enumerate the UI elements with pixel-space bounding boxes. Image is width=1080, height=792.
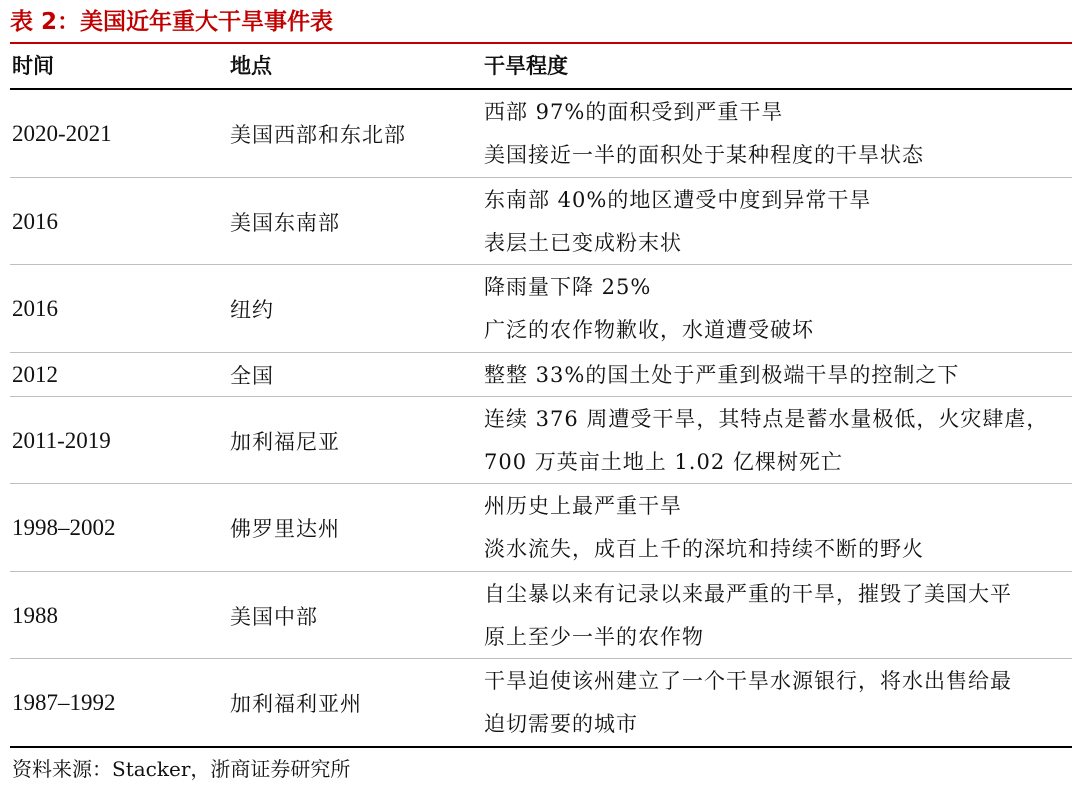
cell-severity bbox=[484, 397, 1072, 484]
cell-place: 加利福利亚州 bbox=[230, 691, 362, 716]
cell-severity bbox=[484, 484, 1072, 572]
cell-place: 纽约 bbox=[230, 298, 274, 322]
cell-year: 1988 bbox=[12, 602, 58, 628]
severity-line: 表层土已变成粉末状 bbox=[484, 230, 682, 255]
severity-line: 淡水流失，成百上千的深坑和持续不断的野火 bbox=[484, 537, 924, 561]
table-title: 表 2：美国近年重大干旱事件表 bbox=[10, 9, 334, 35]
severity-line: 整整 33%的国土处于严重到极端干旱的控制之下 bbox=[484, 362, 960, 387]
cell-place: 美国东南部 bbox=[230, 210, 340, 235]
table-row bbox=[0, 353, 1080, 397]
cell-severity bbox=[484, 178, 1072, 265]
cell-place: 加利福尼亚 bbox=[230, 429, 340, 454]
header-place: 地点 bbox=[230, 54, 272, 78]
cell-severity bbox=[484, 265, 1072, 353]
cell-year: 2011-2019 bbox=[12, 427, 111, 453]
cell-year: 1987–1992 bbox=[12, 689, 116, 715]
severity-line: 700 万英亩土地上 1.02 亿棵树死亡 bbox=[484, 449, 843, 474]
header-time: 时间 bbox=[12, 54, 54, 78]
cell-place: 美国中部 bbox=[230, 604, 318, 629]
table-row bbox=[0, 572, 1080, 659]
cell-place: 全国 bbox=[230, 364, 274, 388]
severity-line: 广泛的农作物歉收，水道遭受破坏 bbox=[484, 318, 814, 342]
severity-line: 连续 376 周遭受干旱，其特点是蓄水量极低，火灾肆虐， bbox=[484, 406, 1049, 431]
cell-severity bbox=[484, 90, 1072, 178]
table-row bbox=[0, 265, 1080, 353]
severity-line: 西部 97%的面积受到严重干旱 bbox=[484, 100, 784, 124]
severity-line: 迫切需要的城市 bbox=[484, 711, 638, 736]
severity-line: 东南部 40%的地区遭受中度到异常干旱 bbox=[484, 187, 872, 212]
cell-severity bbox=[484, 572, 1072, 659]
table-header bbox=[0, 44, 1080, 88]
cell-year: 2016 bbox=[12, 208, 58, 234]
severity-line: 原上至少一半的农作物 bbox=[484, 624, 704, 649]
table-row bbox=[0, 90, 1080, 178]
severity-line: 自尘暴以来有记录以来最严重的干旱，摧毁了美国大平 bbox=[484, 581, 1012, 606]
severity-line: 降雨量下降 25% bbox=[484, 275, 652, 299]
cell-year: 2012 bbox=[12, 362, 58, 387]
source-note: 资料来源：Stacker，浙商证券研究所 bbox=[12, 757, 351, 781]
cell-year: 1998–2002 bbox=[12, 515, 116, 540]
table-row bbox=[0, 178, 1080, 265]
cell-year: 2016 bbox=[12, 296, 58, 321]
severity-line: 美国接近一半的面积处于某种程度的干旱状态 bbox=[484, 143, 924, 167]
bottom-rule bbox=[10, 746, 1072, 748]
severity-line: 干旱迫使该州建立了一个干旱水源银行，将水出售给最 bbox=[484, 668, 1012, 693]
header-severity: 干旱程度 bbox=[484, 54, 568, 78]
severity-line: 州历史上最严重干旱 bbox=[484, 494, 682, 518]
cell-place: 佛罗里达州 bbox=[230, 517, 340, 541]
table-row bbox=[0, 484, 1080, 572]
table-row bbox=[0, 659, 1080, 746]
cell-severity bbox=[484, 353, 1072, 397]
table-row bbox=[0, 397, 1080, 484]
cell-severity bbox=[484, 659, 1072, 746]
cell-year: 2020-2021 bbox=[12, 121, 112, 146]
cell-place: 美国西部和东北部 bbox=[230, 123, 406, 147]
